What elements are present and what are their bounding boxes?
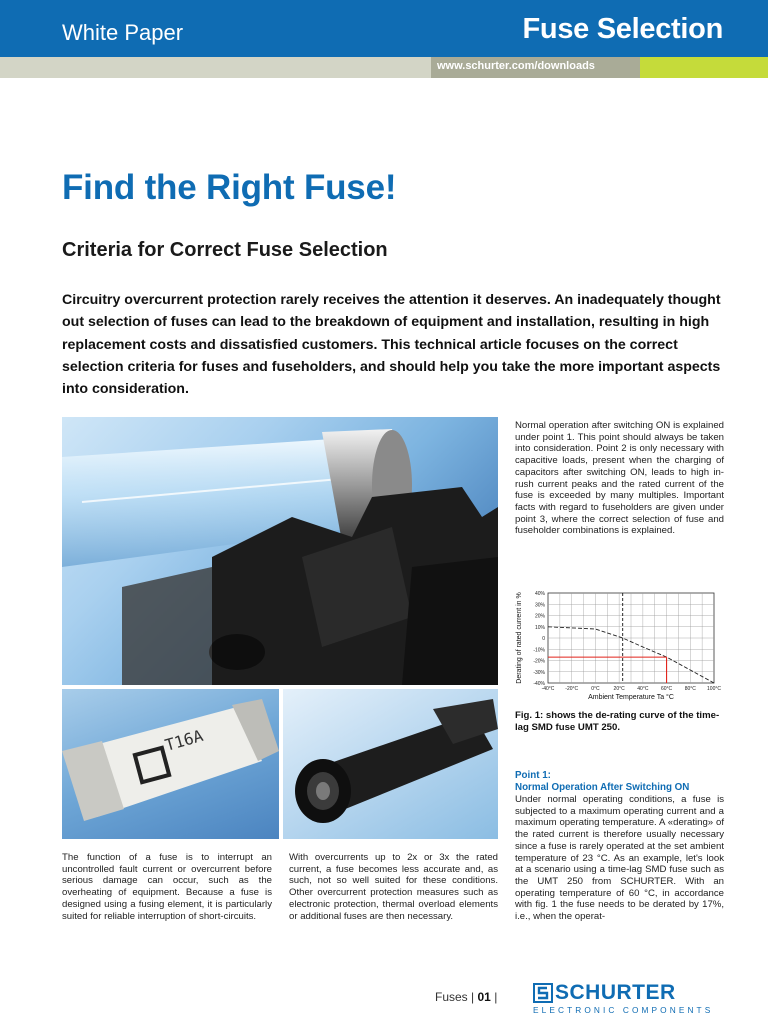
- chart-y-tick-label: 40%: [534, 591, 545, 597]
- chart-x-tick-label: 80°C: [684, 686, 696, 692]
- schurter-s-icon: [533, 983, 553, 1003]
- chart-x-tick-label: -20°C: [565, 686, 579, 692]
- chart-y-tick-label: -20%: [533, 658, 545, 665]
- accent-tab: [640, 57, 768, 78]
- derating-chart: [512, 587, 728, 703]
- chart-y-tick-label: 10%: [534, 624, 545, 631]
- point-1-label: Point 1:: [515, 770, 551, 781]
- article-title: Find the Right Fuse!: [62, 168, 397, 207]
- chart-x-axis-label: Ambient Temperature Ta °C: [588, 694, 674, 701]
- chart-x-tick-label: 100°C: [707, 686, 721, 692]
- page-footer: [435, 990, 497, 1004]
- chart-x-tick-label: 60°C: [660, 686, 673, 692]
- chart-grid: [548, 593, 714, 683]
- header-bar: [0, 0, 768, 57]
- footer-separator: |: [471, 990, 478, 1004]
- header-subbar: [0, 57, 768, 78]
- point-1-text: Under normal operating conditions, a fuse is subjected to a maximum operating current and a maximum operating temperature. A «derating» of the rated current is therefore usually necessary since a fuse is rarely operated at the set ambient temperature of 23 °C. As an example, let's look at a scenario using a time-lag SMD fuse such as the UMT 250 from SCHURTER. With an operating temperature of 60 °C, in accordance with fig. 1 the fuse needs to be derated by 17%, i.e., when the operat-: [515, 794, 724, 923]
- chart-y-tick-label: -30%: [533, 669, 545, 676]
- chart-ticks: [533, 591, 721, 692]
- chart-x-tick-label: -40°C: [541, 686, 555, 692]
- fuseholder-photo: [283, 689, 498, 839]
- point-1-title: Normal Operation After Switching ON: [515, 782, 690, 793]
- derating-chart-svg: [512, 587, 728, 703]
- svg-text:T16A: T16A: [162, 725, 206, 755]
- lead-paragraph: Circuitry overcurrent protection rarely receives the attention it deserves. An inadequately thought out selection of fuses can lead to the breakdown of equipment and installation, resulting in high replacement costs and dissatisfied customers. This technical article focuses on the correct selection criteria for fuses and fuseholders, and should help you take the more important aspects into consideration.: [62, 292, 721, 398]
- intro-column-2: With overcurrents up to 2x or 3x the rated current, a fuse becomes less accurate and, as such, not so well suited for these conditions. Other overcurrent protection measures such as electronic protection, thermal overload elements or additional fuses are then necessary.: [289, 852, 498, 922]
- chart-y-axis-label: Derating of rated current in %: [516, 592, 523, 684]
- chart-x-tick-label: 0°C: [591, 686, 600, 692]
- intro-column-1: The function of a fuse is to interrupt an uncontrolled fault current or overcurrent before serious damage can occur, such as the overheating of equipment. Because a fuse is designed using a fusing element, it is particularly suited for reliable interruption of short-circuits.: [62, 852, 272, 922]
- footer-separator: |: [494, 990, 498, 1004]
- downloads-link[interactable]: www.schurter.com/downloads: [437, 60, 595, 72]
- point-1-heading: [515, 770, 689, 794]
- smd-fuse-photo: [62, 689, 279, 839]
- overview-paragraph: Normal operation after switching ON is explained under point 1. This point should always be taken into consideration. Point 2 is only necessary with capacitive loads, present when the charging of capacitors after switching ON, leads to high in-rush current peaks and the rated current of the fuse is exceeded by many multiples. Important facts with regard to fuseholders are given under point 3, where the correct selection of fuse and fuseholder combinations is explained.: [515, 420, 724, 537]
- footer-section: Fuses: [435, 990, 468, 1004]
- logo-wordmark: SCHURTER: [555, 981, 676, 1004]
- page-number: 01: [477, 990, 491, 1004]
- doc-topic-title: Fuse Selection: [522, 13, 723, 45]
- chart-x-tick-label: 20°C: [613, 686, 625, 692]
- chart-y-tick-label: 0: [542, 636, 545, 642]
- logo-tagline: ELECTRONIC COMPONENTS: [533, 1005, 714, 1015]
- figure-caption: Fig. 1: shows the de-rating curve of the time-lag SMD fuse UMT 250.: [515, 710, 720, 733]
- chart-y-tick-label: 30%: [534, 602, 545, 609]
- chart-y-tick-label: 20%: [534, 613, 545, 620]
- chart-x-tick-label: 40°C: [637, 686, 649, 692]
- doc-type-label: White Paper: [62, 20, 184, 45]
- chart-y-tick-label: -10%: [533, 647, 545, 654]
- article-subtitle: Criteria for Correct Fuse Selection: [62, 239, 388, 261]
- fuse-in-holder-photo: [62, 417, 498, 685]
- chart-y-tick-label: -40%: [533, 681, 545, 687]
